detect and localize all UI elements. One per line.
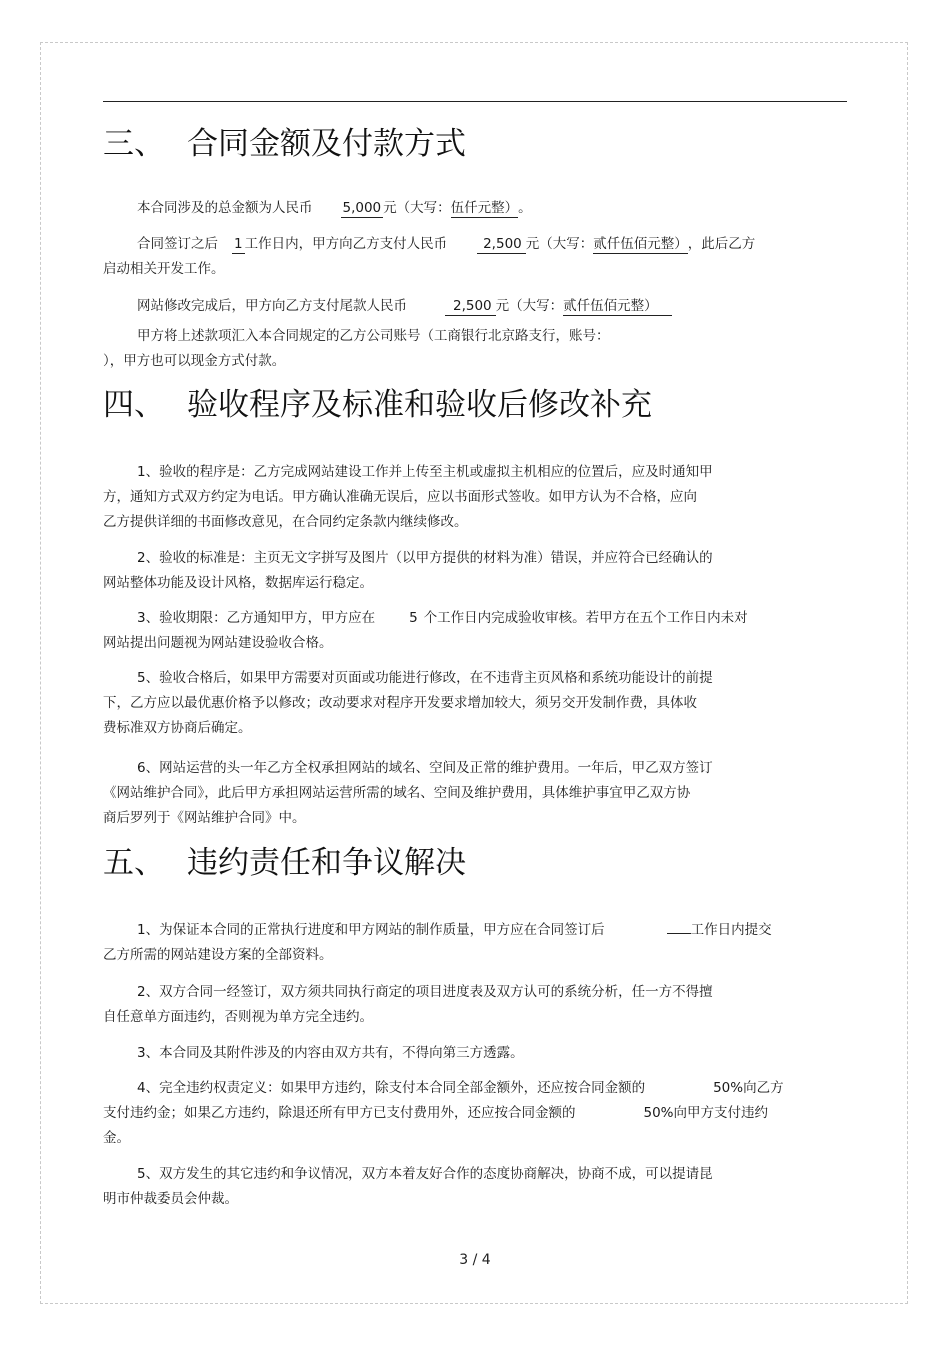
percent-value: 50% xyxy=(713,1080,744,1096)
page-number: 3 / 4 xyxy=(459,1252,491,1268)
amount-in-words: 贰仟伍佰元整） xyxy=(563,298,672,316)
text: 5、验收合格后，如果甲方需要对页面或功能进行修改，在不违背主页风格和系统功能设计的前提 xyxy=(137,670,713,686)
paragraph-acceptance-period xyxy=(103,606,848,656)
amount-field: 2,500 xyxy=(477,236,526,254)
text: 支付违约金；如果乙方违约，除退还所有甲方已支付费用外，还应按合同金额的 xyxy=(103,1105,576,1121)
paragraph-post-acceptance-changes xyxy=(103,666,848,741)
section-title: 验收程序及标准和验收后修改补充 xyxy=(187,387,652,423)
text: 工作日内，甲方向乙方支付人民币 xyxy=(244,236,448,252)
text: 向乙方 xyxy=(743,1080,784,1096)
text: ），甲方也可以现金方式付款。 xyxy=(103,353,286,369)
text: 工作日内提交 xyxy=(690,922,772,938)
percent-value: 50% xyxy=(643,1105,674,1121)
paragraph-maintenance xyxy=(103,756,848,831)
text: 元（大写： xyxy=(383,200,451,216)
paragraph-final-payment xyxy=(103,294,848,319)
section-number: 三、 xyxy=(103,126,165,162)
text: 《网站维护合同》，此后甲方承担网站运营所需的域名、空间及维护费用，具体维护事宜甲乙双方协 xyxy=(103,785,691,801)
paragraph-confidentiality xyxy=(103,1041,848,1066)
text: 1、为保证本合同的正常执行进度和甲方网站的制作质量，甲方应在合同签订后 xyxy=(137,922,605,938)
text: 元（大写： xyxy=(525,236,594,252)
text: ，此后乙方 xyxy=(687,236,756,252)
text: 甲方将上述款项汇入本合同规定的乙方公司账号（工商银行北京路支行，账号： xyxy=(137,328,610,344)
text: 自任意单方面违约，否则视为单方完全违约。 xyxy=(103,1009,373,1025)
section-title: 违约责任和争议解决 xyxy=(187,845,466,881)
section-number: 五、 xyxy=(103,845,165,881)
section-number: 四、 xyxy=(103,387,165,423)
text: 5、双方发生的其它违约和争议情况，双方本着友好合作的态度协商解决，协商不成，可以提请昆 xyxy=(137,1166,713,1182)
paragraph-acceptance-standard xyxy=(103,546,848,596)
paragraph-materials-deadline xyxy=(103,918,848,968)
section-title: 合同金额及付款方式 xyxy=(187,126,466,162)
section-heading-3 xyxy=(103,126,466,162)
text: 启动相关开发工作。 xyxy=(103,261,225,277)
text: 3、验收期限：乙方通知甲方，甲方应在 xyxy=(137,610,376,626)
text: 乙方所需的网站建设方案的全部资料。 xyxy=(103,947,333,963)
section-heading-4 xyxy=(103,387,652,423)
text: 1、验收的程序是：乙方完成网站建设工作并上传至主机或虚拟主机相应的位置后，应及时通知甲 xyxy=(137,464,713,480)
text: 个工作日内完成验收审核。若甲方在五个工作日内未对 xyxy=(423,610,748,626)
text: 元（大写： xyxy=(495,298,564,314)
text: 。 xyxy=(518,200,532,216)
text: 下，乙方应以最优惠价格予以修改；改动要求对程序开发要求增加较大，须另交开发制作费，具体收 xyxy=(103,695,697,711)
text: 商后罗列于《网站维护合同》中。 xyxy=(103,810,306,826)
text: 3、本合同及其附件涉及的内容由双方共有，不得向第三方透露。 xyxy=(137,1045,524,1061)
text: 网站整体功能及设计风格，数据库运行稳定。 xyxy=(103,575,373,591)
text: 方，通知方式双方约定为电话。甲方确认准确无误后，应以书面形式签收。如甲方认为不合格，应向 xyxy=(103,489,697,505)
text: 2、双方合同一经签订，双方须共同执行商定的项目进度表及双方认可的系统分析，任一方不得擅 xyxy=(137,984,713,1000)
text: 6、网站运营的头一年乙方全权承担网站的域名、空间及正常的维护费用。一年后，甲乙双方签订 xyxy=(137,760,713,776)
paragraph-first-payment xyxy=(103,232,848,282)
text: 4、完全违约权责定义：如果甲方违约，除支付本合同全部金额外，还应按合同金额的 xyxy=(137,1080,646,1096)
text: 费标准双方协商后确定。 xyxy=(103,720,252,736)
text: 网站提出问题视为网站建设验收合格。 xyxy=(103,635,333,651)
paragraph-dispute-resolution xyxy=(103,1162,848,1212)
paragraph-schedule-compliance xyxy=(103,980,848,1030)
paragraph-breach-definition xyxy=(103,1076,848,1151)
section-heading-5 xyxy=(103,845,466,881)
amount-field: 5,000 xyxy=(342,200,382,216)
text: 乙方提供详细的书面修改意见，在合同约定条款内继续修改。 xyxy=(103,514,468,530)
text: 2、验收的标准是：主页无文字拼写及图片（以甲方提供的材料为准）错误，并应符合已经确认的 xyxy=(137,550,713,566)
paragraph-total-amount xyxy=(103,196,848,221)
days-value: 5 xyxy=(409,610,418,626)
text: 本合同涉及的总金额为人民币 xyxy=(137,200,313,216)
blank-days-field xyxy=(667,918,691,934)
days-field: 1 xyxy=(234,236,243,252)
text: 合同签订之后 xyxy=(137,236,218,252)
header-rule xyxy=(103,101,847,102)
text: 金。 xyxy=(103,1130,130,1146)
paragraph-bank-account xyxy=(103,324,848,374)
text: 网站修改完成后，甲方向乙方支付尾款人民币 xyxy=(137,298,407,314)
amount-in-words: 贰仟伍佰元整） xyxy=(593,236,688,252)
amount-field: 2,500 xyxy=(445,298,496,316)
text: 明市仲裁委员会仲裁。 xyxy=(103,1191,238,1207)
amount-in-words: 伍仟元整） xyxy=(450,200,519,216)
text: 向甲方支付违约 xyxy=(673,1105,769,1121)
paragraph-acceptance-procedure xyxy=(103,460,848,535)
